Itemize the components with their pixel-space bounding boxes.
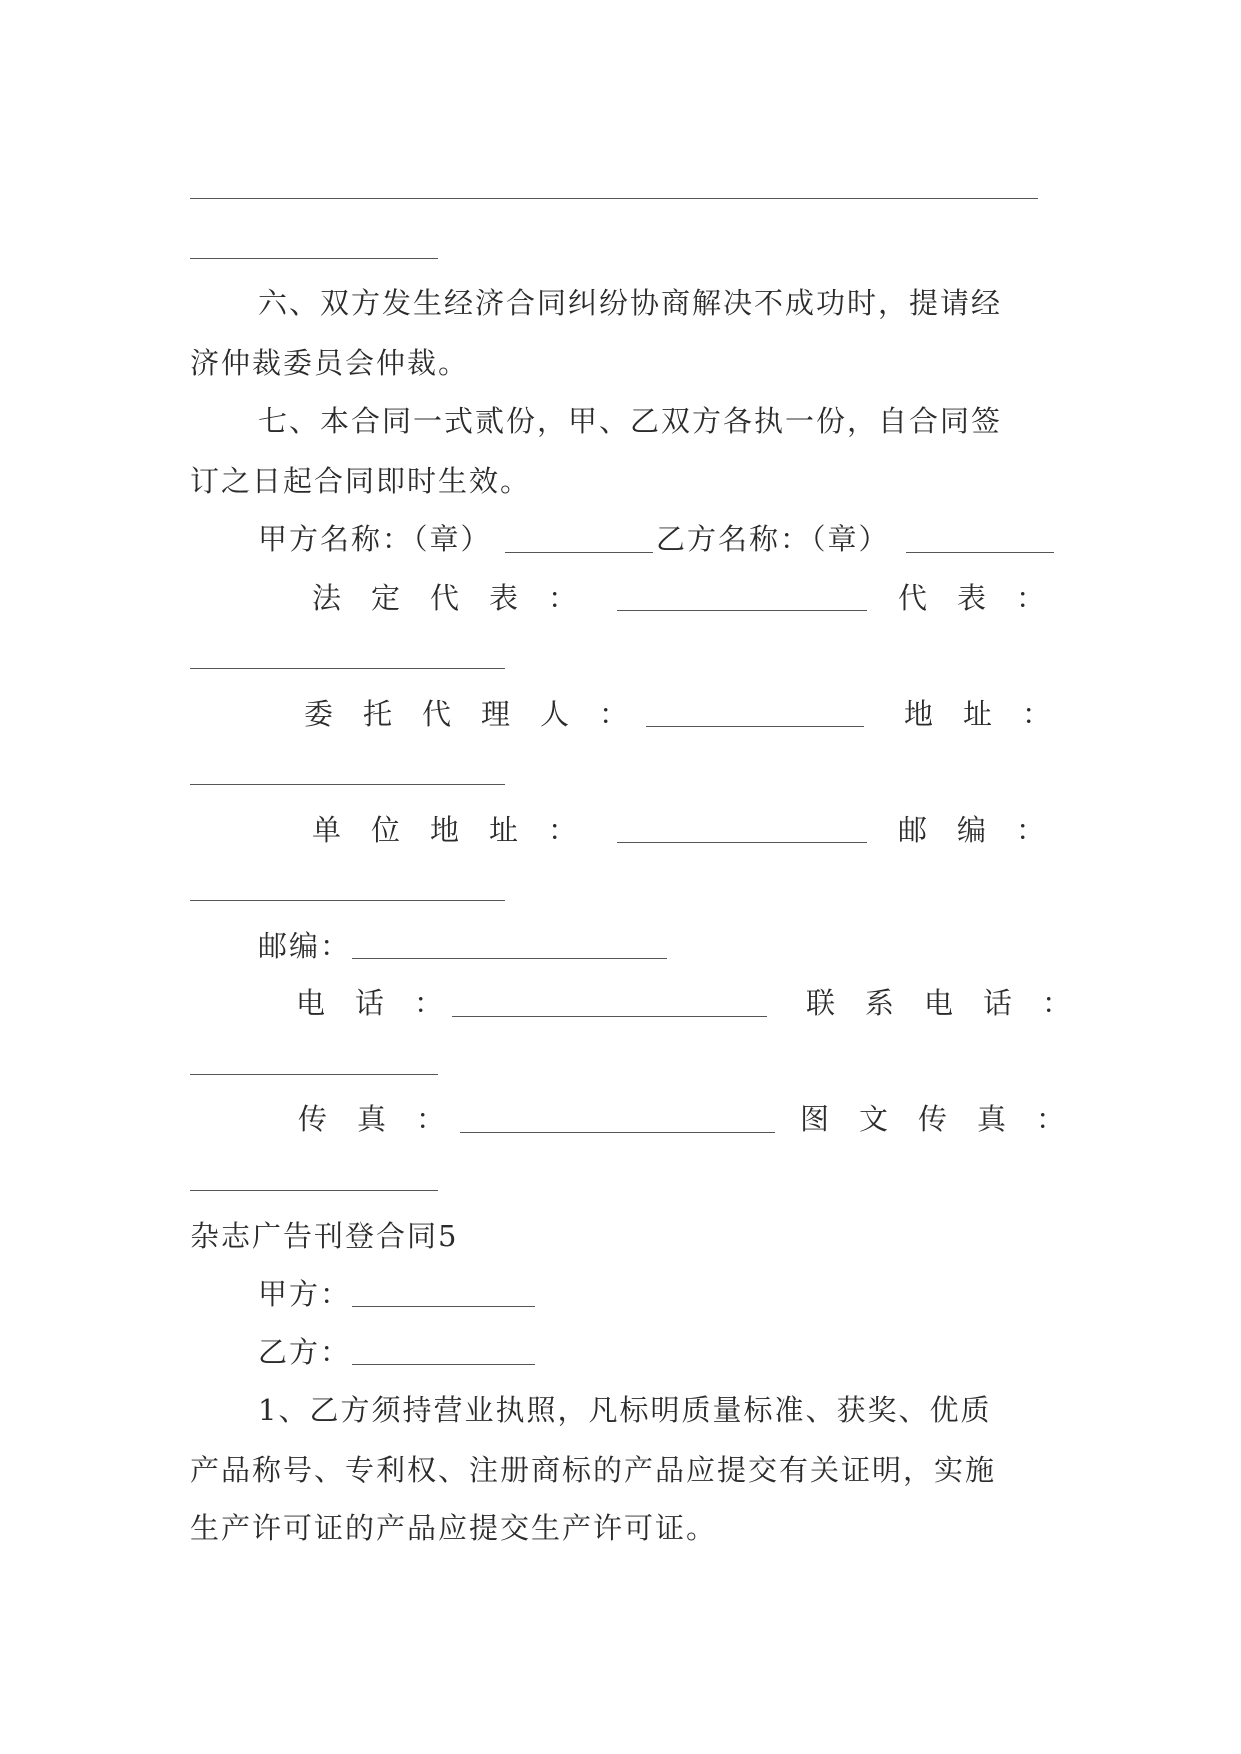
party-a-name-blank: [505, 552, 653, 553]
party-b-blank: [352, 1364, 535, 1365]
postcode-label-1: 邮编：: [898, 813, 1076, 847]
fax-label: 传真：: [298, 1102, 476, 1136]
party-b-name-blank: [906, 552, 1054, 553]
contact-phone-label: 联系电话：: [806, 986, 1102, 1020]
graphic-fax-label: 图文传真：: [800, 1102, 1096, 1136]
clause-1-line-2: 产品称号、专利权、注册商标的产品应提交有关证明，实施: [190, 1453, 997, 1487]
postcode-label-2: 邮编：: [258, 929, 352, 963]
phone-blank: [452, 1016, 767, 1017]
party-a-label: 甲方：: [258, 1277, 352, 1311]
clause-6-line-2: 济仲裁委员会仲裁。: [190, 346, 470, 380]
blank-fill-line: [190, 198, 1038, 199]
rep-label: 代表：: [898, 581, 1076, 615]
unit-address-label: 单位地址：: [312, 813, 608, 847]
clause-1-line-1: 1、乙方须持营业执照，凡标明质量标准、获奖、优质: [258, 1393, 992, 1427]
agent-blank: [646, 726, 864, 727]
contact-phone-blank: [190, 1074, 438, 1075]
legal-rep-blank: [617, 610, 867, 611]
clause-7-line-1: 七、本合同一式贰份，甲、乙双方各执一份，自合同签: [258, 404, 1003, 438]
postcode-blank-1: [190, 900, 505, 901]
graphic-fax-blank: [190, 1190, 438, 1191]
clause-6-line-1: 六、双方发生经济合同纠纷协商解决不成功时，提请经: [258, 286, 1003, 320]
party-a-blank: [352, 1306, 535, 1307]
party-a-name-label: 甲方名称：（章）: [258, 522, 492, 556]
clause-1-line-3: 生产许可证的产品应提交生产许可证。: [190, 1511, 718, 1545]
party-b-name-label: 乙方名称：（章）: [656, 522, 890, 556]
agent-label: 委托代理人：: [304, 697, 659, 731]
party-b-label: 乙方：: [258, 1335, 352, 1369]
legal-rep-label: 法定代表：: [312, 581, 608, 615]
fax-blank: [460, 1132, 775, 1133]
next-contract-title: 杂志广告刊登合同5: [190, 1219, 459, 1253]
postcode-blank-2: [352, 958, 667, 959]
blank-fill-line: [190, 258, 438, 259]
clause-7-line-2: 订之日起合同即时生效。: [190, 464, 532, 498]
phone-label: 电话：: [296, 986, 474, 1020]
address-label: 地址：: [904, 697, 1082, 731]
address-blank: [190, 784, 505, 785]
unit-address-blank: [617, 842, 867, 843]
rep-blank: [190, 668, 505, 669]
